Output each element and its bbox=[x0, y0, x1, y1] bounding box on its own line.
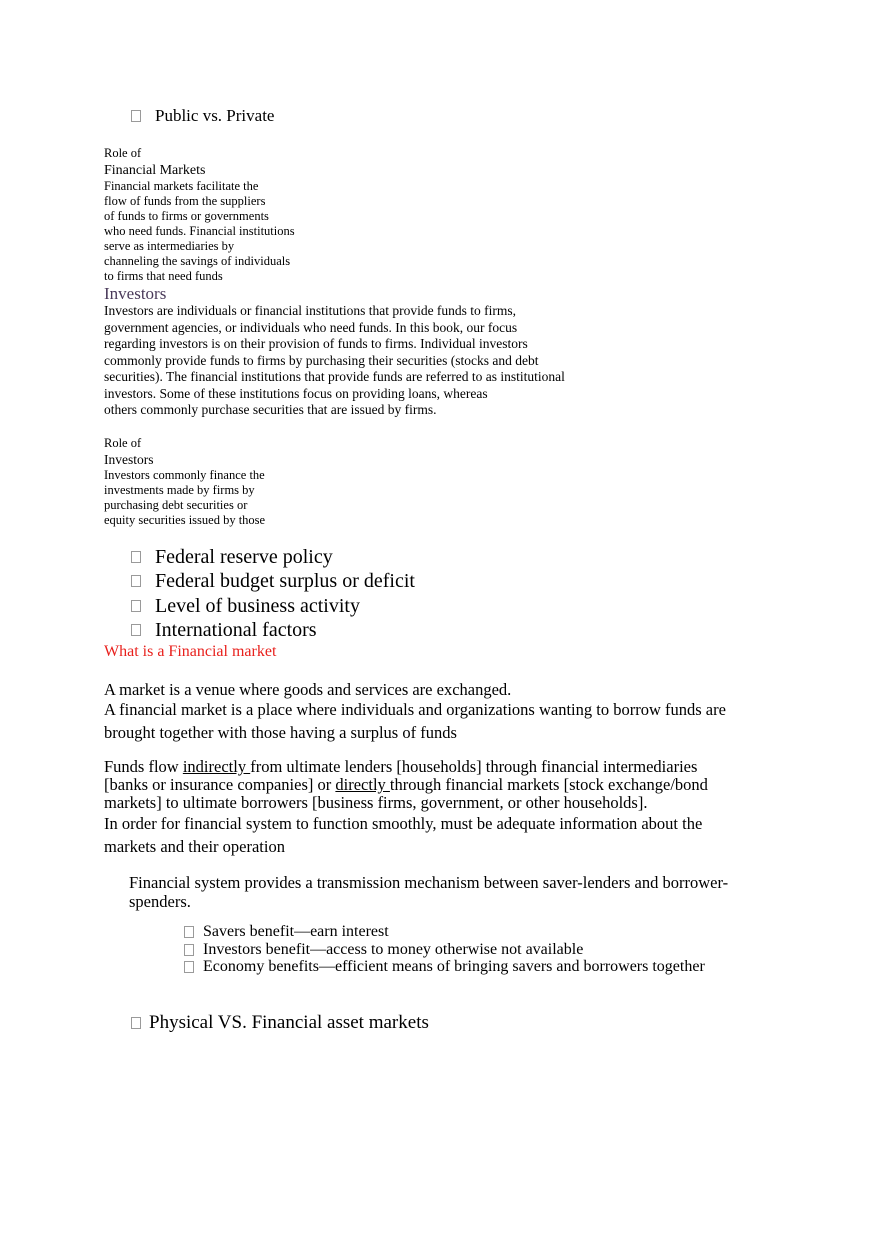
bullet-text: Investors benefit—access to money otherwise not available bbox=[203, 941, 584, 958]
funds-line-2 bbox=[104, 775, 708, 794]
market-line: A market is a venue where goods and services are exchanged. bbox=[104, 680, 512, 699]
sidebar-line: of funds to firms or governments bbox=[104, 209, 269, 223]
sidebar-line: investments made by firms by bbox=[104, 483, 255, 497]
sidebar-label: Role of bbox=[104, 436, 142, 450]
sidebar-line: serve as intermediaries by bbox=[104, 239, 235, 253]
funds-line-1 bbox=[104, 757, 697, 776]
paragraph-line: commonly provide funds to firms by purchasing their securities (stocks and debt bbox=[104, 352, 539, 368]
bullet-federal-budget bbox=[131, 569, 415, 593]
sidebar-line: who need funds. Financial institutions bbox=[104, 224, 295, 238]
paragraph-line: government agencies, or individuals who need funds. In this book, our focus bbox=[104, 319, 518, 335]
sidebar-line: channeling the savings of individuals bbox=[104, 254, 291, 268]
sidebar-title: Investors bbox=[104, 452, 154, 467]
market-line: brought together with those having a surplus of funds bbox=[104, 723, 457, 742]
bullet-box-icon bbox=[131, 1017, 141, 1029]
bullet-box-icon bbox=[131, 600, 141, 612]
bullet-business-activity bbox=[131, 594, 360, 618]
text-run: Funds flow bbox=[104, 757, 183, 776]
paragraph-line: Investors are individuals or financial institutions that provide funds to firms, bbox=[104, 303, 517, 318]
text-run: [banks or insurance companies] or bbox=[104, 775, 336, 794]
bullet-text: International factors bbox=[155, 618, 317, 641]
paragraph-line: investors. Some of these institutions focus on providing loans, whereas bbox=[104, 385, 488, 401]
sidebar-line: Investors commonly finance the bbox=[104, 468, 265, 482]
benefit-savers bbox=[184, 923, 389, 941]
sidebar-title: Financial Markets bbox=[104, 163, 206, 178]
funds-line-5: markets and their operation bbox=[104, 837, 285, 856]
text-run: from ultimate lenders [households] through financial intermediaries bbox=[250, 757, 698, 776]
bullet-text: Federal reserve policy bbox=[155, 545, 333, 568]
transmission-line-1: Financial system provides a transmission mechanism between saver-lenders and borrower- bbox=[129, 873, 729, 892]
bullet-international bbox=[131, 618, 317, 642]
bullet-text: Economy benefits—efficient means of bringing savers and borrowers together bbox=[203, 958, 705, 975]
funds-line-3: markets] to ultimate borrowers [business firms, government, or other households]. bbox=[104, 793, 648, 812]
sidebar-line: Financial markets facilitate the bbox=[104, 179, 259, 193]
bullet-text: Public vs. Private bbox=[155, 106, 275, 125]
bullet-box-icon bbox=[184, 944, 194, 956]
bullet-federal-reserve bbox=[131, 545, 333, 569]
paragraph-line: others commonly purchase securities that are issued by firms. bbox=[104, 402, 437, 417]
investors-heading: Investors bbox=[104, 284, 167, 303]
sidebar-line: purchasing debt securities or bbox=[104, 498, 248, 512]
bullet-box-icon bbox=[184, 926, 194, 938]
bullet-text: Federal budget surplus or deficit bbox=[155, 569, 415, 592]
sidebar-line: equity securities issued by those bbox=[104, 513, 266, 527]
sidebar-role-financial-markets bbox=[104, 146, 295, 284]
sidebar-line: flow of funds from the suppliers bbox=[104, 194, 266, 208]
sidebar-line: to firms that need funds bbox=[104, 269, 223, 283]
market-line: A financial market is a place where individuals and organizations wanting to borrow funds are bbox=[104, 700, 726, 719]
bullet-text: Savers benefit—earn interest bbox=[203, 923, 389, 940]
sidebar-role-investors bbox=[104, 436, 265, 528]
bullet-box-icon bbox=[184, 961, 194, 973]
underlined-indirectly: indirectly bbox=[182, 757, 251, 776]
text-run: through financial markets [stock exchange/bond bbox=[389, 775, 708, 794]
investors-paragraph bbox=[104, 303, 565, 419]
paragraph-line: securities). The financial institutions that provide funds are referred to as institutional bbox=[104, 369, 565, 384]
bullet-box-icon bbox=[131, 110, 141, 122]
bullet-text: Level of business activity bbox=[155, 594, 360, 617]
bullet-box-icon bbox=[131, 575, 141, 587]
benefit-economy bbox=[184, 958, 705, 976]
sidebar-label: Role of bbox=[104, 146, 142, 160]
underlined-directly: directly bbox=[335, 775, 390, 794]
bullet-box-icon bbox=[131, 624, 141, 636]
bullet-box-icon bbox=[131, 551, 141, 563]
bullet-text: Physical VS. Financial asset markets bbox=[149, 1012, 429, 1033]
paragraph-line: regarding investors is on their provision of funds to firms. Individual investors bbox=[104, 336, 528, 351]
what-is-heading: What is a Financial market bbox=[104, 643, 277, 660]
transmission-line-2: spenders. bbox=[129, 892, 191, 911]
benefit-investors bbox=[184, 941, 583, 959]
bullet-physical-financial bbox=[131, 1012, 429, 1034]
bullet-public-private bbox=[131, 106, 274, 126]
funds-line-4: In order for financial system to function smoothly, must be adequate information about the bbox=[104, 814, 703, 833]
